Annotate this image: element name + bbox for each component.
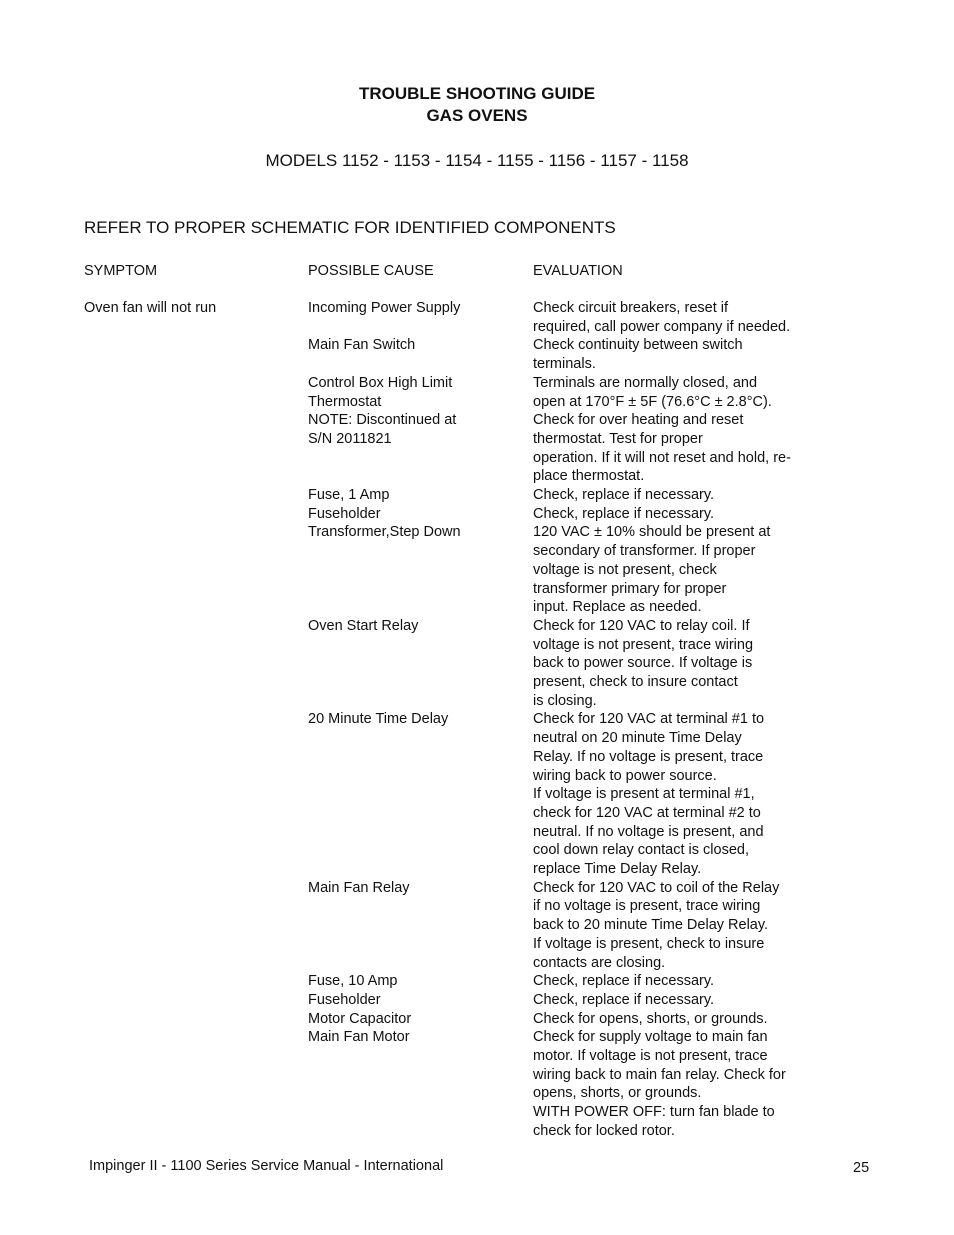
cause-cell <box>308 299 460 318</box>
cause-cell <box>308 617 418 636</box>
evaluation-line: place thermostat. <box>533 468 645 485</box>
evaluation-cell <box>533 617 753 711</box>
evaluation-line: WITH POWER OFF: turn fan blade to <box>533 1104 775 1121</box>
evaluation-line: voltage is not present, check <box>533 561 717 578</box>
evaluation-cell <box>533 1028 786 1140</box>
evaluation-cell <box>533 374 791 486</box>
evaluation-line: Relay. If no voltage is present, trace <box>533 748 764 765</box>
evaluation-line: Check, replace if necessary. <box>533 487 715 503</box>
evaluation-cell <box>533 1010 768 1029</box>
cause-line: NOTE: Discontinued at <box>308 412 457 429</box>
cause-line: Oven Start Relay <box>308 617 419 634</box>
evaluation-line: voltage is not present, trace wiring <box>533 636 754 653</box>
evaluation-cell <box>533 879 779 973</box>
evaluation-line: 120 VAC ± 10% should be present at <box>533 524 771 541</box>
cause-line: Fuseholder <box>308 991 381 1008</box>
cause-cell <box>308 505 381 524</box>
evaluation-line: Check circuit breakers, reset if <box>533 300 729 316</box>
cause-line: Main Fan Relay <box>308 879 410 896</box>
evaluation-line: replace Time Delay Relay. <box>533 861 702 878</box>
evaluation-line: terminals. <box>533 356 596 373</box>
evaluation-cell <box>533 523 770 617</box>
page-subtitle: GAS OVENS <box>426 106 528 125</box>
evaluation-line: Check, replace if necessary. <box>533 973 715 990</box>
evaluation-line: neutral. If no voltage is present, and <box>533 823 764 840</box>
cause-cell <box>308 1028 410 1047</box>
evaluation-cell <box>533 972 714 991</box>
evaluation-line: If voltage is present, check to insure <box>533 935 765 952</box>
cause-line: Transformer,Step Down <box>308 524 461 541</box>
evaluation-line: opens, shorts, or grounds. <box>533 1085 702 1102</box>
evaluation-line: open at 170°F ± 5F (76.6°C ± 2.8°C). <box>533 393 772 410</box>
evaluation-line: If voltage is present at terminal #1, <box>533 786 755 803</box>
cause-cell <box>308 374 456 449</box>
evaluation-line: operation. If it will not reset and hold, re- <box>533 449 791 466</box>
evaluation-line: Check for 120 VAC to coil of the Relay <box>533 879 780 896</box>
evaluation-line: check for 120 VAC at terminal #2 to <box>533 804 761 821</box>
models-line: MODELS 1152 - 1153 - 1154 - 1155 - 1156 - 1157 - 1158 <box>265 151 689 170</box>
evaluation-line: contacts are closing. <box>533 954 666 971</box>
cause-cell <box>308 336 415 355</box>
evaluation-cell <box>533 299 790 336</box>
cause-cell <box>308 972 397 991</box>
evaluation-line: Check for supply voltage to main fan <box>533 1029 768 1046</box>
evaluation-cell <box>533 336 743 373</box>
cause-line: 20 Minute Time Delay <box>308 711 449 728</box>
evaluation-line: wiring back to main fan relay. Check for <box>533 1066 786 1083</box>
evaluation-line: if no voltage is present, trace wiring <box>533 898 761 915</box>
cause-line: Control Box High Limit <box>308 374 453 391</box>
evaluation-line: Check, replace if necessary. <box>533 991 715 1008</box>
cause-cell <box>308 1010 411 1029</box>
column-header-evaluation: EVALUATION <box>533 263 623 279</box>
evaluation-line: transformer primary for proper <box>533 580 727 597</box>
page-title: TROUBLE SHOOTING GUIDE <box>358 84 596 103</box>
evaluation-cell <box>533 505 714 524</box>
cause-line: Fuseholder <box>308 505 381 522</box>
page-number: 25 <box>853 1160 870 1176</box>
evaluation-line: back to 20 minute Time Delay Relay. <box>533 917 769 934</box>
evaluation-line: Check for 120 VAC at terminal #1 to <box>533 711 765 728</box>
column-header-cause: POSSIBLE CAUSE <box>308 263 434 279</box>
evaluation-line: Check for 120 VAC to relay coil. If <box>533 617 750 634</box>
evaluation-line: Terminals are normally closed, and <box>533 374 758 391</box>
evaluation-line: thermostat. Test for proper <box>533 430 703 447</box>
cause-cell <box>308 710 448 729</box>
footer-manual-title: Impinger II - 1100 Series Service Manual - International <box>89 1158 444 1174</box>
cause-line: Thermostat <box>308 393 382 410</box>
evaluation-line: Check for over heating and reset <box>533 412 744 429</box>
evaluation-line: Check, replace if necessary. <box>533 505 715 522</box>
cause-cell <box>308 486 389 505</box>
evaluation-line: secondary of transformer. If proper <box>533 543 756 560</box>
evaluation-line: wiring back to power source. <box>533 767 717 784</box>
cause-cell <box>308 879 410 898</box>
evaluation-line: required, call power company if needed. <box>533 318 791 335</box>
evaluation-line: input. Replace as needed. <box>533 599 702 616</box>
evaluation-line: motor. If voltage is not present, trace <box>533 1048 768 1064</box>
cause-cell <box>308 523 461 542</box>
cause-line: S/N 2011821 <box>308 430 392 447</box>
evaluation-line: Check for opens, shorts, or grounds. <box>533 1010 768 1027</box>
cause-line: Fuse, 10 Amp <box>308 973 398 990</box>
cause-line: Incoming Power Supply <box>308 300 461 316</box>
evaluation-line: is closing. <box>533 692 597 709</box>
evaluation-line: Check continuity between switch <box>533 337 743 354</box>
refer-note: REFER TO PROPER SCHEMATIC FOR IDENTIFIED COMPONENTS <box>84 218 616 237</box>
evaluation-line: present, check to insure contact <box>533 674 738 690</box>
evaluation-line: back to power source. If voltage is <box>533 655 753 672</box>
evaluation-line: check for locked rotor. <box>533 1122 675 1139</box>
cause-line: Fuse, 1 Amp <box>308 487 390 503</box>
cause-line: Motor Capacitor <box>308 1010 412 1027</box>
cause-cell <box>308 991 381 1010</box>
cause-line: Main Fan Switch <box>308 337 416 354</box>
column-header-symptom: SYMPTOM <box>84 263 158 279</box>
evaluation-line: neutral on 20 minute Time Delay <box>533 730 742 747</box>
evaluation-cell <box>533 710 764 878</box>
evaluation-cell <box>533 486 714 505</box>
evaluation-line: cool down relay contact is closed, <box>533 842 749 859</box>
symptom-cell: Oven fan will not run <box>84 300 217 316</box>
evaluation-cell <box>533 991 714 1010</box>
cause-line: Main Fan Motor <box>308 1029 410 1046</box>
